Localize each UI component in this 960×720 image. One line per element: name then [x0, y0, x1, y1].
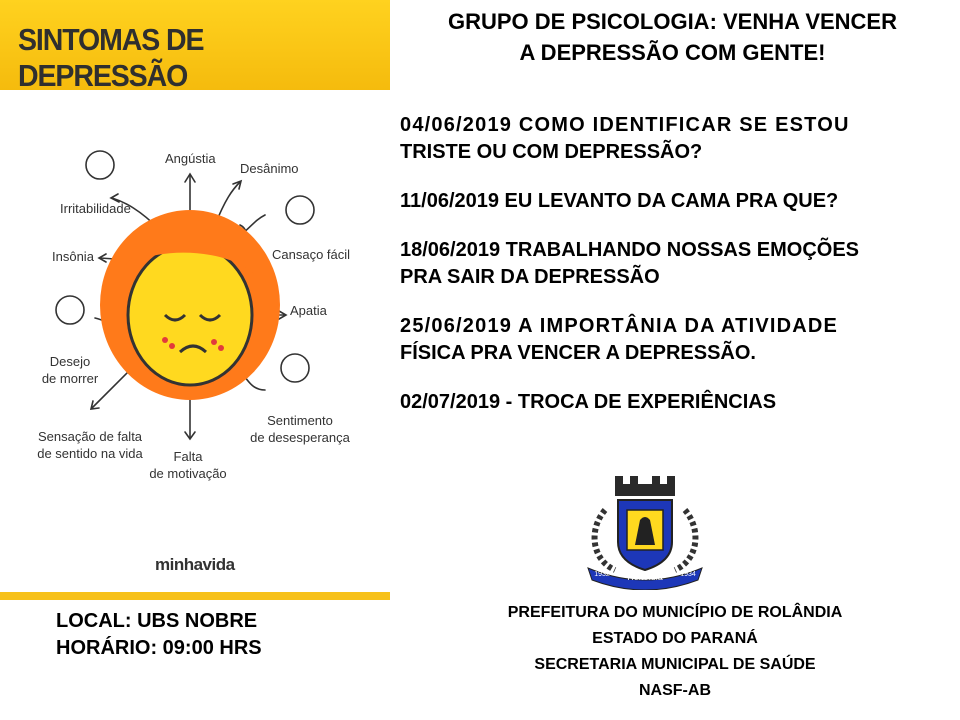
symptom-irritabilidade: Irritabilidade [60, 201, 131, 216]
symptom-sensacao: Sensação de falta de sentido na vida [37, 429, 143, 461]
location-info [56, 608, 262, 662]
schedule-item-4: 25/06/2019 A IMPORTÂNIA DA ATIVIDADE FÍSICA PRA VENCER A DEPRESSÃO. [400, 315, 839, 364]
crest-year-right: 1934 [680, 571, 696, 578]
page-title: GRUPO DE PSICOLOGIA: VENHA VENCER A DEPRESSÃO COM GENTE! [447, 9, 897, 65]
crest-name: Rolândia [627, 572, 663, 582]
symptom-angustia: Angústia [165, 151, 216, 166]
brand-logo: minhavida [155, 555, 235, 574]
symptoms-poster [0, 0, 390, 600]
footer-institution [390, 600, 960, 704]
schedule-item-1: 04/06/2019 COMO IDENTIFICAR SE ESTOU TRISTE OU COM DEPRESSÃO? [400, 114, 850, 163]
schedule-item-2: 11/06/2019 EU LEVANTO DA CAMA PRA QUE? [400, 190, 839, 212]
footer-line-1: PREFEITURA DO MUNICÍPIO DE ROLÂNDIA [507, 604, 843, 621]
symptom-falta: Falta de motivação [149, 449, 227, 481]
footer-line-4: NASF-AB [639, 682, 711, 699]
symptom-desanimo: Desânimo [240, 161, 299, 176]
poster-banner [0, 0, 390, 93]
symptom-desejo: Desejo de morrer [41, 354, 99, 386]
footer-line-3: SECRETARIA MUNICIPAL DE SAÚDE [534, 656, 816, 673]
horario-text: HORÁRIO: 09:00 HRS [56, 637, 262, 659]
local-text: LOCAL: UBS NOBRE [56, 610, 258, 632]
footer-line-2: ESTADO DO PARANÁ [592, 630, 758, 647]
symptom-insonia: Insônia [52, 249, 94, 264]
schedule-list [400, 112, 950, 438]
schedule-item-3: 18/06/2019 TRABALHANDO NOSSAS EMOÇÕES PRA SAIR DA DEPRESSÃO [400, 239, 860, 288]
poster-bottom-bar [0, 592, 390, 600]
symptom-cansaco: Cansaço fácil [272, 247, 351, 262]
schedule-item-5: 02/07/2019 - TROCA DE EXPERIÊNCIAS [400, 391, 777, 413]
symptom-sentimento: Sentimento de desesperança [250, 413, 350, 445]
symptom-apatia: Apatia [290, 303, 327, 318]
poster-title: SINTOMAS DE DEPRESSÃO [18, 22, 204, 93]
municipal-coat-of-arms-icon [580, 470, 710, 590]
crest-year-left: 1932 [594, 571, 610, 578]
